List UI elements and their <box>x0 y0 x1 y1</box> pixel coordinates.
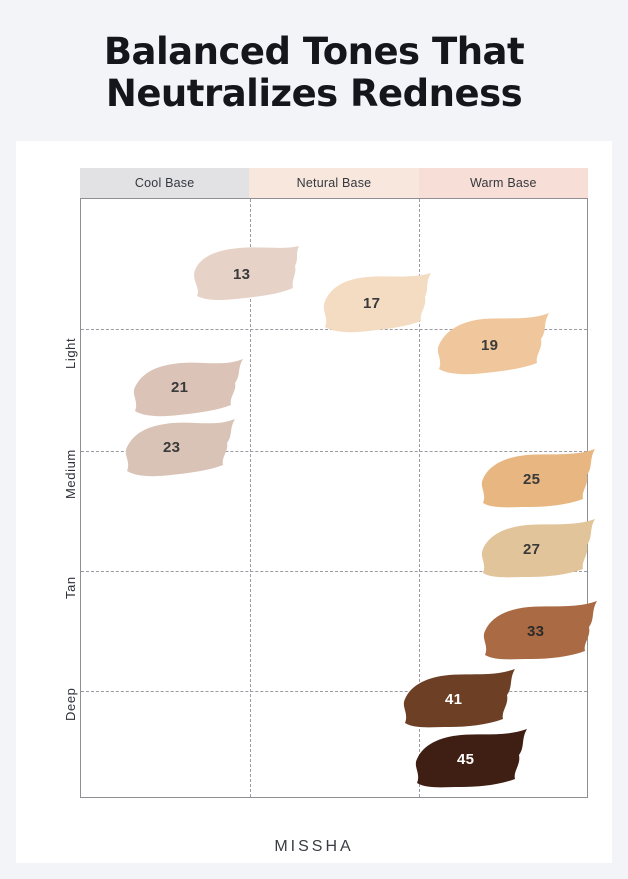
base-header-neutral: Netural Base <box>249 168 418 198</box>
shade-label-19: 19 <box>481 337 499 354</box>
chart-card <box>16 141 612 863</box>
shade-swatch-23 <box>121 417 239 481</box>
shade-swatch-33 <box>479 599 601 665</box>
depth-label-deep: Deep <box>63 687 78 721</box>
shade-label-17: 17 <box>363 295 381 312</box>
shade-swatch-27 <box>477 517 599 583</box>
title-line-2: Neutralizes Redness <box>105 71 523 115</box>
title-line-1: Balanced Tones That <box>103 30 525 73</box>
shade-label-23: 23 <box>163 439 181 456</box>
shade-swatch-17 <box>319 271 437 337</box>
shade-swatch-25 <box>477 447 599 513</box>
shade-swatch-19 <box>433 311 553 379</box>
base-header-row <box>80 168 588 198</box>
depth-label-tan: Tan <box>63 576 78 599</box>
shade-label-13: 13 <box>233 266 251 283</box>
base-header-warm: Warm Base <box>419 168 588 198</box>
shade-swatch-41 <box>399 667 519 733</box>
brand-logo: MISSHA <box>274 838 354 855</box>
shade-label-27: 27 <box>523 541 541 558</box>
shade-swatch-45 <box>411 727 531 793</box>
shade-label-25: 25 <box>523 471 541 488</box>
depth-label-light: Light <box>63 337 78 369</box>
shade-label-33: 33 <box>527 623 545 640</box>
shade-matrix-chart <box>63 168 588 828</box>
chart-plot-area <box>63 198 588 798</box>
base-header-cool: Cool Base <box>80 168 249 198</box>
shade-swatch-21 <box>129 357 247 421</box>
page-title <box>0 0 628 114</box>
depth-label-medium: Medium <box>63 449 78 499</box>
shade-label-41: 41 <box>445 691 463 708</box>
shade-label-45: 45 <box>457 751 475 768</box>
shade-label-21: 21 <box>171 379 189 396</box>
shade-swatch-13 <box>187 244 307 306</box>
